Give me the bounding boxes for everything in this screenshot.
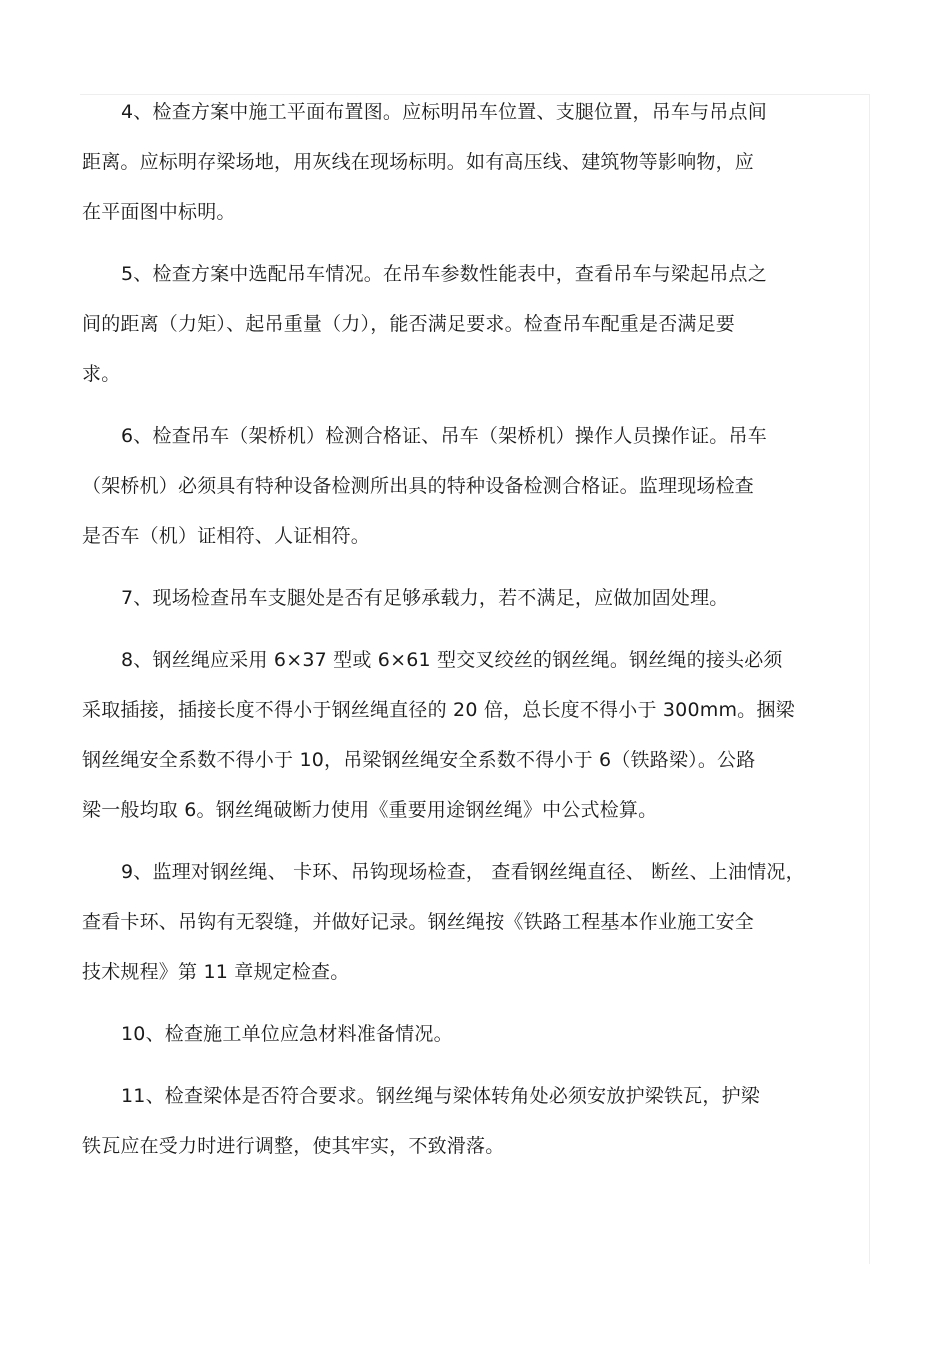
paragraph-line: 7、现场检查吊车支腿处是否有足够承载力，若不满足，应做加固处理。 <box>121 587 729 609</box>
paragraph-line: 11、检查梁体是否符合要求。钢丝绳与梁体转角处必须安放护梁铁瓦，护梁 <box>121 1085 760 1107</box>
paragraph-line: （架桥机）必须具有特种设备检测所出具的特种设备检测合格证。监理现场检查 <box>82 475 755 497</box>
paragraph-6 <box>82 424 867 549</box>
paragraph-5 <box>82 262 867 387</box>
paragraph-8 <box>82 648 867 823</box>
paragraph-9 <box>82 860 867 985</box>
page-top-border <box>80 94 870 95</box>
paragraph-line: 采取插接，插接长度不得小于钢丝绳直径的 20 倍，总长度不得小于 300mm。捆梁 <box>82 699 795 721</box>
paragraph-7 <box>82 586 867 611</box>
paragraph-10 <box>82 1022 867 1047</box>
paragraph-line: 查看卡环、吊钩有无裂缝，并做好记录。钢丝绳按《铁路工程基本作业施工安全 <box>82 911 755 933</box>
paragraph-line: 4、检查方案中施工平面布置图。应标明吊车位置、支腿位置，吊车与吊点间 <box>121 101 767 123</box>
paragraph-line: 10、检查施工单位应急材料准备情况。 <box>121 1023 453 1045</box>
paragraph-line: 距离。应标明存梁场地，用灰线在现场标明。如有高压线、建筑物等影响物，应 <box>82 151 755 173</box>
paragraph-line: 8、钢丝绳应采用 6×37 型或 6×61 型交叉绞丝的钢丝绳。钢丝绳的接头必须 <box>121 649 783 671</box>
paragraph-line: 求。 <box>82 363 121 385</box>
paragraph-line: 是否车（机）证相符、人证相符。 <box>82 525 371 547</box>
paragraph-line: 5、检查方案中选配吊车情况。在吊车参数性能表中，查看吊车与梁起吊点之 <box>121 263 767 285</box>
paragraph-4 <box>82 100 867 225</box>
page-right-border <box>869 94 870 1264</box>
document-body <box>82 100 867 1196</box>
paragraph-line: 钢丝绳安全系数不得小于 10，吊梁钢丝绳安全系数不得小于 6（铁路梁）。公路 <box>82 749 756 771</box>
paragraph-line: 间的距离（力矩）、起吊重量（力），能否满足要求。检查吊车配重是否满足要 <box>82 313 736 335</box>
paragraph-line: 在平面图中标明。 <box>82 201 236 223</box>
paragraph-line: 9、监理对钢丝绳、 卡环、吊钩现场检查， 查看钢丝绳直径、 断丝、上油情况， <box>121 861 805 883</box>
paragraph-line: 梁一般均取 6。钢丝绳破断力使用《重要用途钢丝绳》中公式检算。 <box>82 799 658 821</box>
paragraph-line: 铁瓦应在受力时进行调整，使其牢实，不致滑落。 <box>82 1135 505 1157</box>
paragraph-11 <box>82 1084 867 1159</box>
paragraph-line: 6、检查吊车（架桥机）检测合格证、吊车（架桥机）操作人员操作证。吊车 <box>121 425 767 447</box>
paragraph-line: 技术规程》第 11 章规定检查。 <box>82 961 350 983</box>
